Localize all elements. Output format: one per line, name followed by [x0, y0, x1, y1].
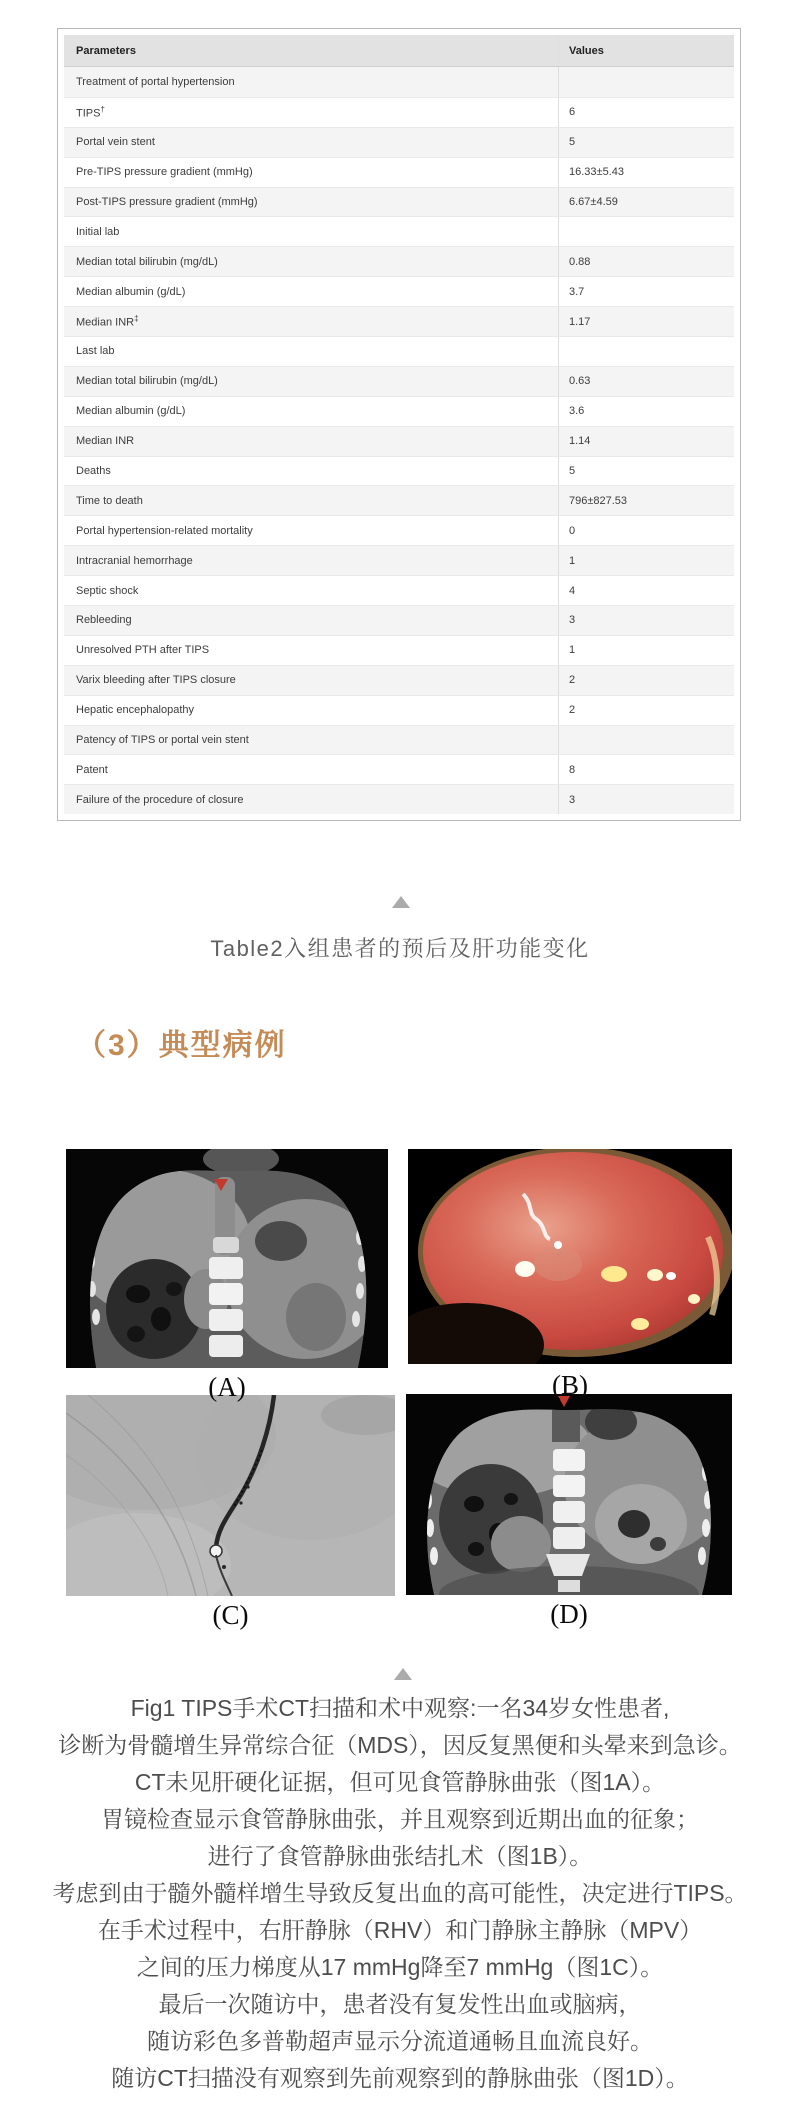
- parameter-cell: Patency of TIPS or portal vein stent: [76, 734, 249, 747]
- parameter-cell: Median albumin (g/dL): [76, 405, 186, 418]
- table-row: [64, 246, 734, 276]
- table-row: [64, 545, 734, 575]
- values-column-header: Values: [558, 35, 734, 66]
- value-cell: 3: [558, 785, 734, 814]
- parameter-cell: Varix bleeding after TIPS closure: [76, 674, 236, 687]
- caption-line: 诊断为骨髓增生异常综合征（MDS），因反复黑便和头晕来到急诊。: [58, 1732, 742, 1758]
- caption-line: 最后一次随访中，患者没有复发性出血或脑病，: [158, 1991, 642, 2017]
- superscript-marker: †: [100, 105, 105, 114]
- table-row: [64, 276, 734, 306]
- ct-coronal-d: [406, 1394, 732, 1595]
- value-cell: 1: [558, 546, 734, 575]
- angiography-c: [66, 1395, 395, 1596]
- value-cell: [558, 217, 734, 246]
- caption-line: CT未见肝硬化证据，但可见食管静脉曲张（图1A）。: [134, 1769, 666, 1795]
- parameter-cell: Last lab: [76, 345, 115, 358]
- parameter-cell: Median INR‡: [76, 314, 139, 329]
- table-row: [64, 187, 734, 217]
- value-cell: 3.6: [558, 397, 734, 426]
- caption-line: 之间的压力梯度从17 mmHg降至7 mmHg（图1C）。: [136, 1954, 664, 1980]
- value-cell: [558, 726, 734, 755]
- parameter-cell: Hepatic encephalopathy: [76, 704, 195, 717]
- value-cell: 1: [558, 636, 734, 665]
- table-row: [64, 784, 734, 814]
- collapse-triangle-icon: [394, 1668, 412, 1680]
- table-row: [64, 605, 734, 635]
- parameter-cell: Treatment of portal hypertension: [76, 75, 235, 88]
- table-header-row: [64, 35, 734, 67]
- table-row: [64, 67, 734, 97]
- value-cell: 1.14: [558, 427, 734, 456]
- superscript-marker: ‡: [134, 314, 139, 324]
- value-cell: 2: [558, 666, 734, 695]
- figure-c-angiography-image: [66, 1395, 395, 1596]
- value-cell: 5: [558, 128, 734, 157]
- value-cell: [558, 337, 734, 366]
- value-cell: [558, 67, 734, 97]
- parameter-cell: Portal vein stent: [76, 136, 155, 149]
- value-cell: 16.33±5.43: [558, 158, 734, 187]
- figure-d-ct-image: [406, 1394, 732, 1595]
- caption-line: 在手术过程中，右肝静脉（RHV）和门静脉主静脉（MPV）: [97, 1917, 703, 1943]
- parameter-cell: Pre-TIPS pressure gradient (mmHg): [76, 166, 253, 179]
- caption-line: 胃镜检查显示食管静脉曲张，并且观察到近期出血的征象；: [101, 1806, 699, 1832]
- table-row: [64, 396, 734, 426]
- value-cell: 0.63: [558, 367, 734, 396]
- table-row: [64, 216, 734, 246]
- parameter-cell: Median INR: [76, 435, 135, 448]
- value-cell: 3.7: [558, 277, 734, 306]
- figure-d-label: (D): [550, 1599, 588, 1629]
- table-caption: Table2入组患者的预后及肝功能变化: [210, 936, 590, 961]
- value-cell: 1.17: [558, 307, 734, 336]
- figure-b-label: (B): [552, 1370, 588, 1400]
- table-row: [64, 456, 734, 486]
- parameters-column-header: Parameters: [76, 44, 136, 57]
- value-cell: 796±827.53: [558, 486, 734, 515]
- value-cell: 4: [558, 576, 734, 605]
- table-row: [64, 725, 734, 755]
- parameter-cell: Intracranial hemorrhage: [76, 554, 193, 567]
- table-row: [64, 157, 734, 187]
- table-row: [64, 665, 734, 695]
- parameter-cell: Post-TIPS pressure gradient (mmHg): [76, 196, 258, 208]
- section-heading: （3）典型病例: [76, 1029, 287, 1062]
- figure-c-label: (C): [212, 1600, 249, 1630]
- table-row: [64, 366, 734, 396]
- value-cell: 3: [558, 606, 734, 635]
- parameter-cell: Deaths: [76, 465, 111, 478]
- endoscopy-b: [408, 1149, 732, 1364]
- table-row: [64, 754, 734, 784]
- caption-line: 考虑到由于髓外髓样增生导致反复出血的高可能性，决定进行TIPS。: [52, 1880, 748, 1906]
- parameter-cell: Patent: [76, 763, 108, 776]
- collapse-triangle-icon: [392, 896, 410, 908]
- prognosis-table: [57, 28, 741, 821]
- value-cell: 8: [558, 755, 734, 784]
- parameter-cell: Septic shock: [76, 584, 139, 597]
- parameter-cell: Time to death: [76, 494, 143, 507]
- table-row: [64, 635, 734, 665]
- value-cell: 5: [558, 457, 734, 486]
- parameter-cell: Median total bilirubin (mg/dL): [76, 375, 218, 388]
- parameter-cell: Rebleeding: [76, 614, 132, 627]
- ct-coronal-a: [66, 1149, 388, 1368]
- caption-line: 随访彩色多普勒超声显示分流道通畅且血流良好。: [147, 2028, 653, 2054]
- caption-line: 随访CT扫描没有观察到先前观察到的静脉曲张（图1D）。: [111, 2065, 689, 2091]
- table-row: [64, 695, 734, 725]
- parameter-cell: Unresolved PTH after TIPS: [76, 644, 210, 657]
- value-cell: 0: [558, 516, 734, 545]
- value-cell: 6: [558, 98, 734, 127]
- table-row: [64, 97, 734, 127]
- parameter-cell: Initial lab: [76, 225, 120, 238]
- parameter-cell: Portal hypertension-related mortality: [76, 524, 253, 537]
- value-cell: 2: [558, 696, 734, 725]
- caption-line: 进行了食管静脉曲张结扎术（图1B）。: [207, 1843, 593, 1869]
- parameter-cell: Median total bilirubin (mg/dL): [76, 255, 218, 268]
- table-body: [64, 67, 734, 814]
- parameter-cell: Failure of the procedure of closure: [76, 793, 244, 806]
- table-row: [64, 485, 734, 515]
- table-row: [64, 426, 734, 456]
- table-row: [64, 515, 734, 545]
- figure-a-label: (A): [208, 1372, 246, 1402]
- table-row: [64, 306, 734, 336]
- caption-line: Fig1 TIPS手术CT扫描和术中观察:一名34岁女性患者,: [130, 1695, 670, 1721]
- table-row: [64, 127, 734, 157]
- value-cell: 6.67±4.59: [558, 188, 734, 217]
- figure-b-endoscopy-image: [408, 1149, 732, 1364]
- figure-caption: [0, 1690, 800, 2097]
- table-row: [64, 336, 734, 366]
- parameter-cell: Median albumin (g/dL): [76, 285, 186, 298]
- parameter-cell: TIPS†: [76, 105, 105, 120]
- table-row: [64, 575, 734, 605]
- figure-a-ct-image: [66, 1149, 388, 1368]
- value-cell: 0.88: [558, 247, 734, 276]
